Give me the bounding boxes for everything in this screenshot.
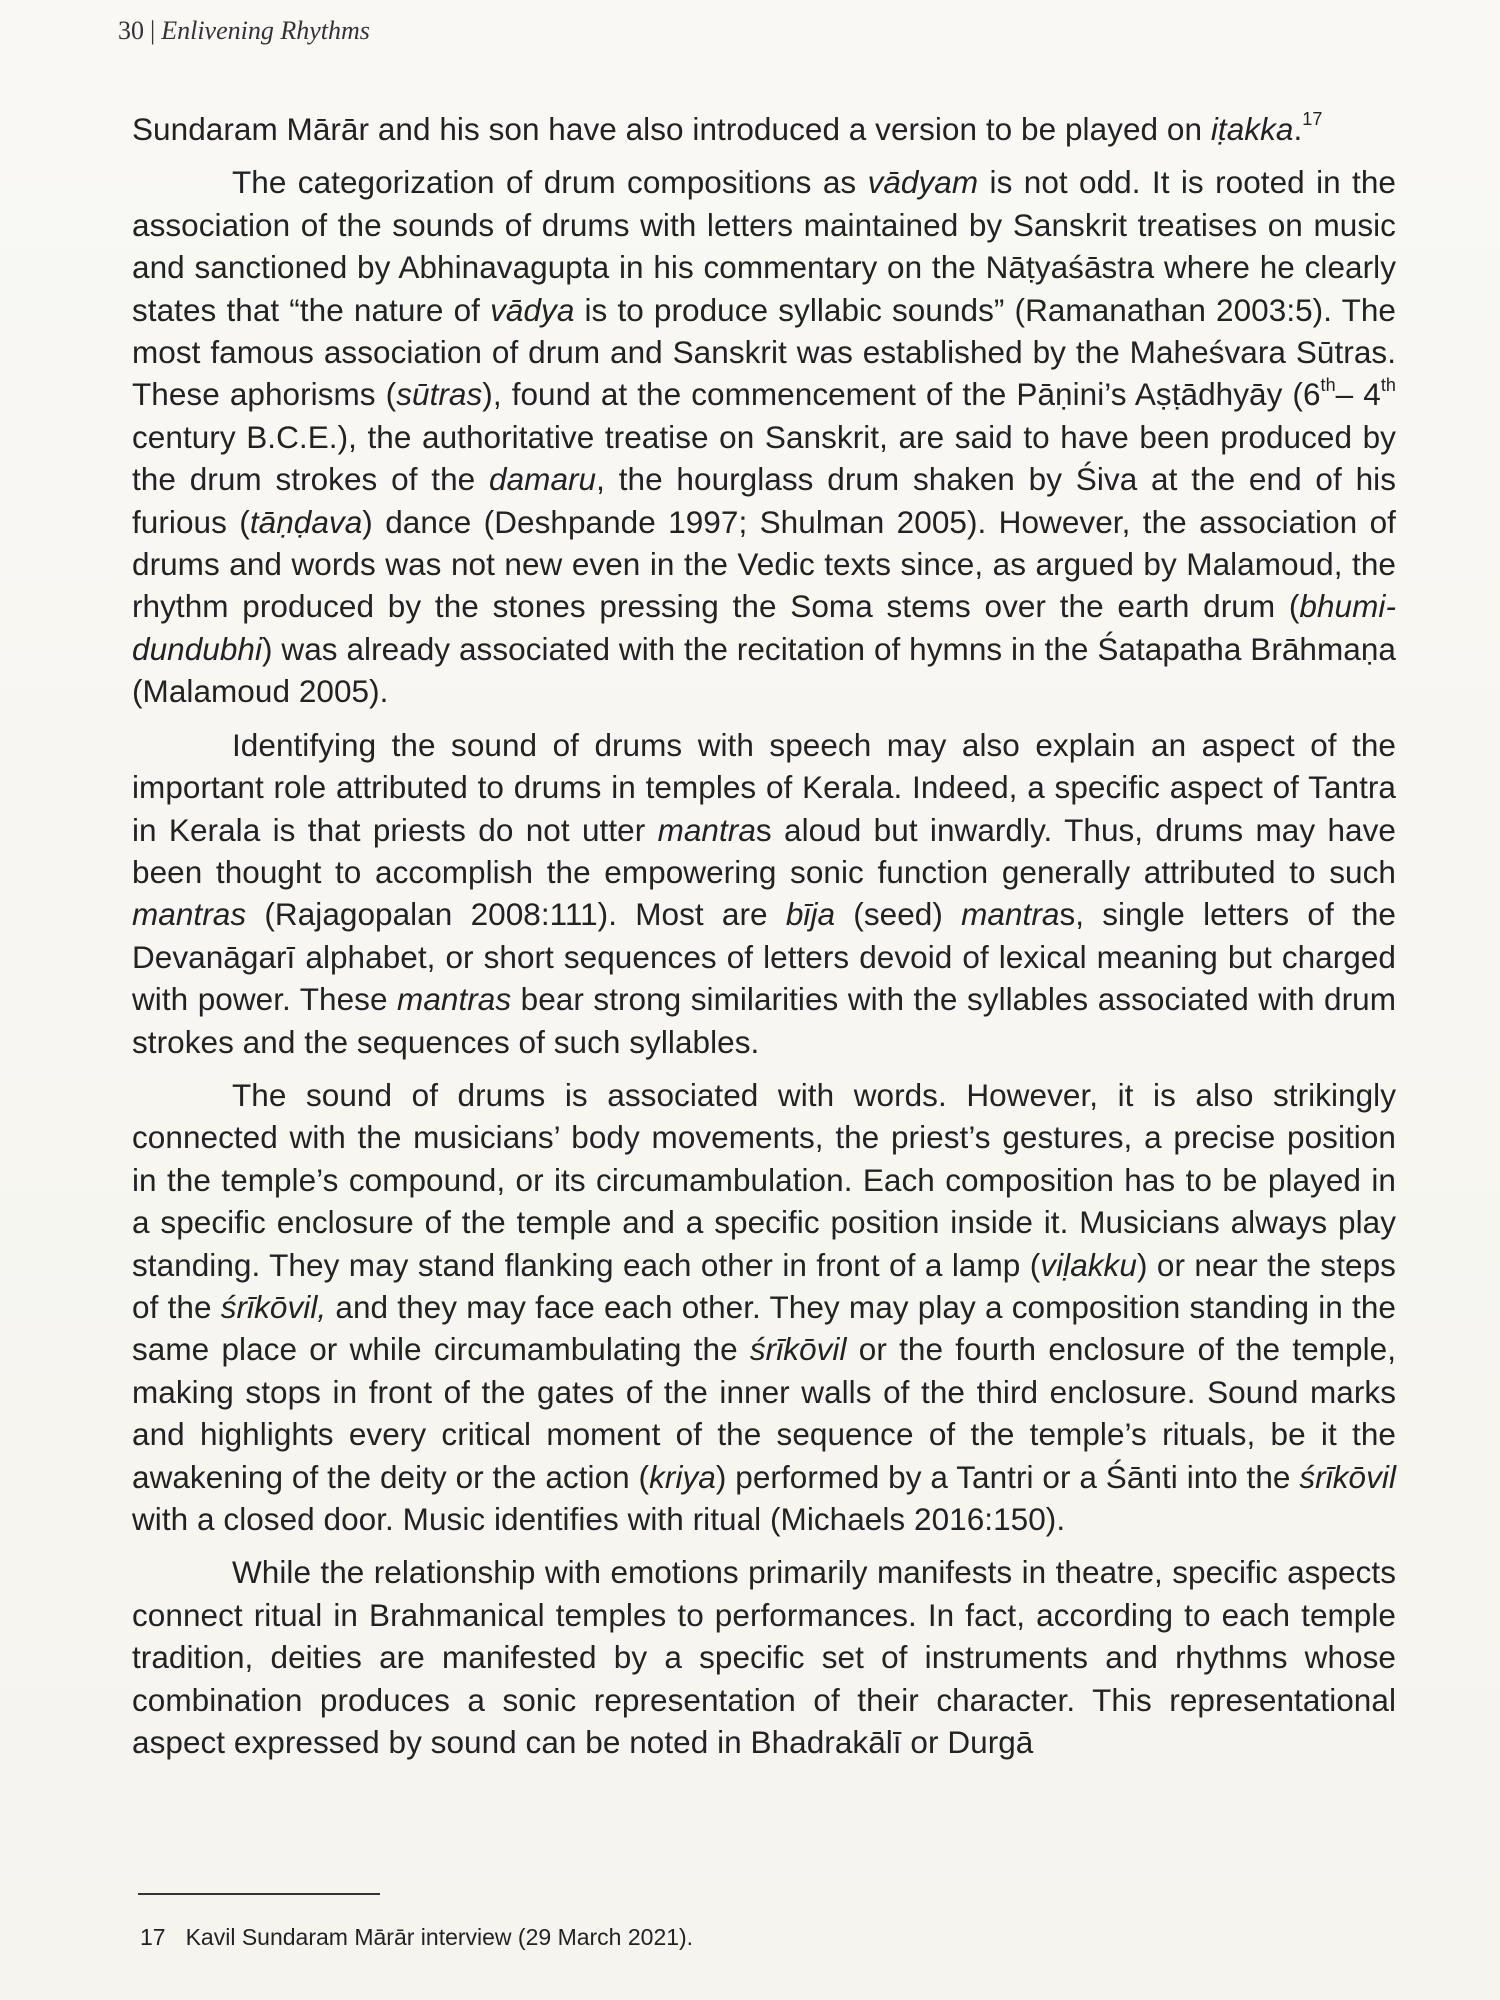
italic-term: bīja xyxy=(785,896,836,933)
footnote-divider xyxy=(138,1893,380,1895)
text-span: ) was already associated with the recitation of hymns in the Śatapatha Brāhmaṇa (Malamoud 2005). xyxy=(132,630,1396,710)
text-span: – 4 xyxy=(1335,376,1381,413)
text-span: and they may face each other. They may play a composition standing in the same place or while circumambulating the xyxy=(132,1288,1396,1368)
running-head xyxy=(118,16,370,46)
text-span: century B.C.E.), the authoritative treatise on Sanskrit, are said to have been produced by the drum strokes of the xyxy=(132,418,1396,498)
text-span: The sound of drums is associated with words. However, it is also strikingly connected with the musicians’ body movements, the priest’s gestures, a precise position in the temple’s compound, or its circumambulation. Each composition has to be played in a specific enclosure of the temple and a specific position inside it. Musicians always play standing. They may stand flanking each other in front of a lamp ( xyxy=(132,1076,1396,1283)
book-title: Enlivening Rhythms xyxy=(161,16,370,45)
paragraph-continued xyxy=(132,108,1396,150)
italic-term: vādya xyxy=(490,291,575,328)
italic-term: tāṇḍava xyxy=(249,503,363,540)
text-span: While the relationship with emotions primarily manifests in theatre, specific aspects connect ritual in Brahmanical temples to performances. In fact, according to each temple tradition, deities are manifested by a specific set of instruments and rhythms whose combination produces a sonic representation of their character. This representational aspect expressed by sound can be noted in Bhadrakālī or Durgā xyxy=(132,1554,1396,1761)
ordinal-superscript: th xyxy=(1320,375,1336,396)
italic-term: bhumi-dundubhi xyxy=(132,588,1396,667)
text-span: bear strong similarities with the syllables associated with drum strokes and the sequences of such syllables. xyxy=(132,981,1396,1060)
text-span: ) performed by a Tantri or a Śānti into the xyxy=(715,1458,1300,1495)
footnote xyxy=(140,1922,693,1952)
text-span: ), found at the commencement of the Pāṇini’s Aṣṭādhyāy (6 xyxy=(482,376,1321,413)
italic-term: mantra xyxy=(657,811,756,848)
text-span: , the hourglass drum shaken by Śiva at the end of his furious ( xyxy=(132,461,1396,540)
italic-term: viḷakku xyxy=(1040,1246,1137,1283)
italic-term: vādyam xyxy=(867,164,979,201)
italic-term: sūtras xyxy=(396,376,483,413)
text-span: ) dance (Deshpande 1997; Shulman 2005). However, the association of drums and words was not new even in the Vedic texts since, as argued by Malamoud, the rhythm produced by the stones pressing the Soma stems over the earth drum ( xyxy=(132,503,1396,625)
ordinal-superscript: th xyxy=(1380,375,1396,396)
footnote-number: 17 xyxy=(140,1924,166,1950)
text-span: Identifying the sound of drums with speech may also explain an aspect of the important role attributed to drums in temples of Kerala. Indeed, a specific aspect of Tantra in Kerala is that priests do not utter xyxy=(132,726,1396,848)
italic-term: iṭakka xyxy=(1210,111,1294,147)
italic-term: kriya xyxy=(649,1458,716,1495)
italic-term: śrīkōvil, xyxy=(220,1288,327,1325)
text-span: . xyxy=(1293,111,1303,147)
paragraph-speech xyxy=(132,724,1396,1063)
text-span: Sundaram Mārār and his son have also introduced a version to be played on xyxy=(132,111,1211,147)
text-span: The categorization of drum compositions as xyxy=(232,164,868,201)
text-span: is not odd. It is rooted in the association of the sounds of drums with letters maintained by Sanskrit treatises on music and sanctioned by Abhinavagupta in his commentary on the Nāṭyaśāstra where he clearly states that “the nature of xyxy=(132,164,1396,328)
italic-term: mantras xyxy=(397,981,512,1018)
paragraph-body-movements xyxy=(132,1074,1396,1540)
footnote-text: Kavil Sundaram Mārār interview (29 March 2021). xyxy=(185,1924,694,1950)
text-span: with a closed door. Music identifies with ritual (Michaels 2016:150). xyxy=(132,1501,1066,1537)
body-text xyxy=(132,108,1396,1763)
italic-term: mantra xyxy=(961,896,1060,933)
italic-term: mantras xyxy=(132,896,247,933)
text-span: s, single letters of the Devanāgarī alphabet, or short sequences of letters devoid of lexical meaning but charged with power. These xyxy=(132,896,1396,1018)
italic-term: damaru xyxy=(489,461,597,498)
text-span: s aloud but inwardly. Thus, drums may have been thought to accomplish the empowering sonic function generally attributed to such xyxy=(132,811,1396,890)
footnote-reference[interactable]: 17 xyxy=(1302,109,1323,129)
text-span: ) or near the steps of the xyxy=(132,1246,1396,1325)
text-span: (Rajagopalan 2008:111). Most are xyxy=(246,896,786,933)
italic-term: śrīkōvil xyxy=(1299,1458,1397,1495)
italic-term: śrīkōvil xyxy=(749,1331,847,1368)
text-span: (seed) xyxy=(835,896,962,933)
paragraph-vadyam xyxy=(132,161,1396,712)
text-span: or the fourth enclosure of the temple, making stops in front of the gates of the inner walls of the third enclosure. Sound marks and highlights every critical moment of the sequence of the temple’s rituals, be it the awakening of the deity or the action ( xyxy=(132,1331,1396,1495)
text-span: is to produce syllabic sounds” (Ramanathan 2003:5). The most famous association of drum and Sanskrit was established by the Maheśvara Sūtras. These aphorisms ( xyxy=(132,291,1396,413)
paragraph-emotions xyxy=(132,1551,1396,1763)
page-number: 30 xyxy=(118,16,144,45)
header-separator: | xyxy=(150,16,156,45)
